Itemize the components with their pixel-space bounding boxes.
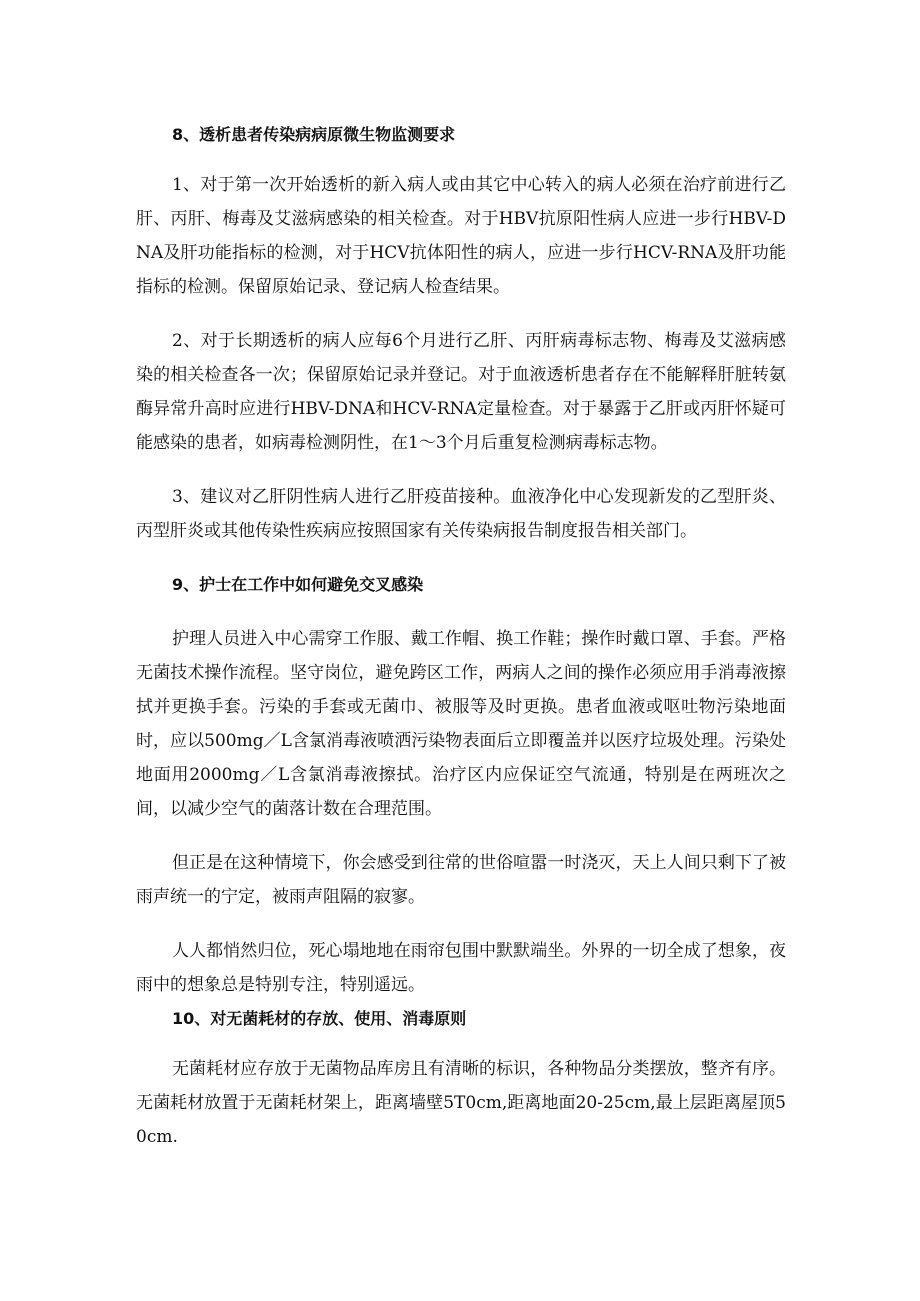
paragraph-8-1: 1、对于第一次开始透析的新入病人或由其它中心转入的病人必须在治疗前进行乙肝、丙肝、梅毒及艾滋病感染的相关检查。对于HBV抗原阳性病人应进一步行HBV-DNA及肝功能指标的检测，对于HCV抗体阳性的病人，应进一步行HCV-RNA及肝功能指标的检测。保留原始记录、登记病人检查结果。 (136, 175, 786, 297)
paragraph-9-1: 护理人员进入中心需穿工作服、戴工作帽、换工作鞋；操作时戴口罩、手套。严格无菌技术操作流程。坚守岗位，避免跨区工作，两病人之间的操作必须应用手消毒液擦拭并更换手套。污染的手套或无菌巾、被服等及时更换。患者血液或呕吐物污染地面时，应以500mg／L含氯消毒液喷洒污染物表面后立即覆盖并以医疗垃圾处理。污染处地面用2000mg／L含氯消毒液擦拭。治疗区内应保证空气流通，特别是在两班次之间，以减少空气的菌落计数在合理范围。 (136, 629, 786, 819)
paragraph-8-2: 2、对于长期透析的病人应每6个月进行乙肝、丙肝病毒标志物、梅毒及艾滋病感染的相关检查各一次；保留原始记录并登记。对于血液透析患者存在不能解释肝脏转氨酶异常升高时应进行HBV-DNA和HCV-RNA定量检查。对于暴露于乙肝或丙肝怀疑可能感染的患者，如病毒检测阴性，在1～3个月后重复检测病毒标志物。 (136, 331, 786, 453)
section-heading-10: 10、对无菌耗材的存放、使用、消毒原则 (172, 1009, 467, 1028)
section-heading-9: 9、护士在工作中如何避免交叉感染 (172, 575, 424, 594)
paragraph-8-3: 3、建议对乙肝阴性病人进行乙肝疫苗接种。血液净化中心发现新发的乙型肝炎、丙型肝炎或其他传染性疾病应按照国家有关传染病报告制度报告相关部门。 (136, 487, 786, 541)
paragraph-9-3: 人人都悄然归位，死心塌地地在雨帘包围中默默端坐。外界的一切全成了想象，夜雨中的想象总是特别专注，特别遥远。 (136, 941, 786, 995)
paragraph-10-1: 无菌耗材应存放于无菌物品库房且有清晰的标识，各种物品分类摆放，整齐有序。无菌耗材放置于无菌耗材架上，距离墙壁5T0cm,距离地面20-25cm,最上层距离屋顶50cm. (136, 1059, 786, 1147)
paragraph-9-2: 但正是在这种情境下，你会感受到往常的世俗喧嚣一时浇灭，天上人间只剩下了被雨声统一的宁定，被雨声阻隔的寂寥。 (136, 853, 786, 907)
document-page (136, 118, 786, 1154)
section-heading-8: 8、透析患者传染病病原微生物监测要求 (172, 125, 456, 144)
